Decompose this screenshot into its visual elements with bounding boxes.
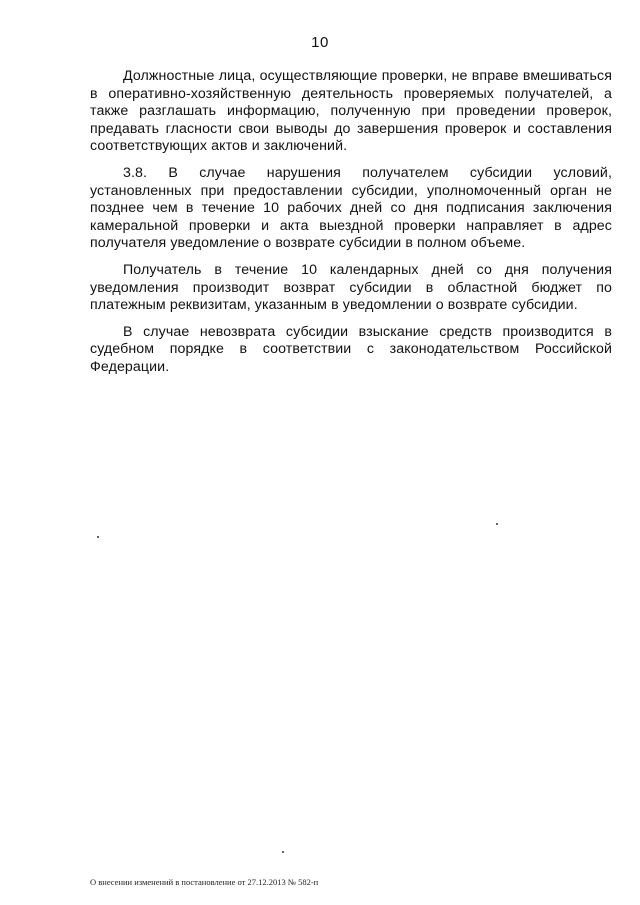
paragraph-inspectors-duties: Должностные лица, осуществляющие проверки, не вправе вмешиваться в оперативно-хозяйственную деятельность проверяемых получателей, а также разглашать информацию, полученную при проведении проверок, предавать гласности свои выводы до завершения проверок и составления соответствующих актов и заключений. (90, 68, 612, 155)
paragraph-refund-terms: Получатель в течение 10 календарных дней со дня получения уведомления производит возврат субсидии в областной бюджет по платежным реквизитам, указанным в уведомлении о возврате субсидии. (90, 261, 612, 314)
footer-note: О внесении изменений в постановление от 27.12.2013 № 582-п (90, 877, 319, 887)
scan-speck (282, 851, 284, 853)
paragraph-violation-notice: 3.8. В случае нарушения получателем субсидии условий, установленных при предоставлении субсидии, уполномоченный орган не позднее чем в течение 10 рабочих дней со дня подписания заключения камеральной проверки и акта выездной проверки направляет в адрес получателя уведомление о возврате субсидии в полном объеме. (90, 164, 612, 252)
scan-speck (496, 523, 498, 525)
paragraph-court-recovery: В случае невозврата субсидии взыскание средств производится в судебном порядке в соответствии с законодательством Российской Федерации. (90, 323, 612, 375)
document-body (90, 68, 612, 386)
scan-speck (97, 536, 99, 538)
page-number: 10 (311, 34, 329, 51)
